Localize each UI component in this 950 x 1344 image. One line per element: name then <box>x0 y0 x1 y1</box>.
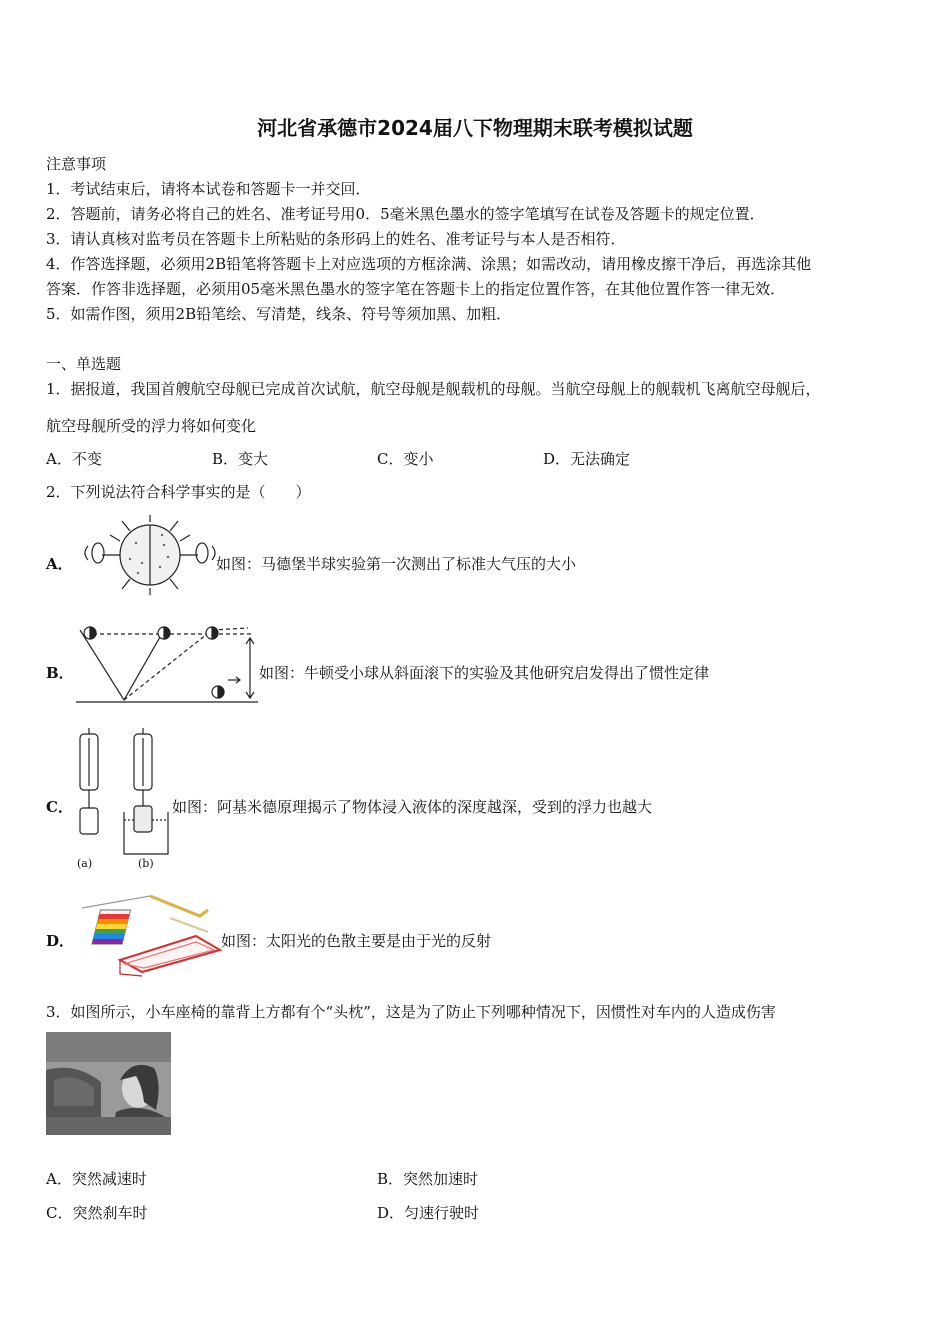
q1-option-c: C．变小 <box>377 450 434 468</box>
q3-stem: 3．如图所示，小车座椅的靠背上方都有个“头枕”，这是为了防止下列哪种情况下，因惯性对车内的人造成伤害 <box>46 1003 776 1021</box>
page-title: 河北省承德市2024届八下物理期末联考模拟试题 <box>257 116 693 140</box>
q1-option-a: A．不变 <box>46 450 102 468</box>
q2-option-d-text: 如图：太阳光的色散主要是由于光的反射 <box>221 932 492 950</box>
q1-stem-line2: 航空母舰所受的浮力将如何变化 <box>46 417 257 435</box>
q2-option-b-letter: B． <box>46 664 74 682</box>
notice-item-1: 1．考试结束后，请将本试卷和答题卡一并交回． <box>46 180 371 198</box>
q2-option-a-letter: A． <box>46 555 73 573</box>
q2-stem: 2．下列说法符合科学事实的是（ ） <box>46 483 311 501</box>
q2-option-b-text: 如图：牛顿受小球从斜面滚下的实验及其他研究启发得出了惯性定律 <box>259 664 710 682</box>
q1-option-b: B．变大 <box>212 450 269 468</box>
car-headrest-photo <box>46 1032 171 1135</box>
q2-fig-c-label-a: (a) <box>77 857 93 870</box>
q1-stem-line1: 1．据报道，我国首艘航空母舰已完成首次试航，航空母舰是舰载机的母舰。当航空母舰上的舰载机飞离航空母舰后， <box>46 380 821 398</box>
notice-item-3: 3．请认真核对监考员在答题卡上所粘贴的条形码上的姓名、准考证号与本人是否相符． <box>46 230 626 248</box>
notice-item-2: 2．答题前，请务必将自己的姓名、准考证号用0．5毫米黑色墨水的签字笔填写在试卷及答题卡的规定位置． <box>46 205 765 223</box>
notice-heading: 注意事项 <box>46 155 107 173</box>
q2-option-a-text: 如图：马德堡半球实验第一次测出了标准大气压的大小 <box>216 555 577 573</box>
section-heading: 一、单选题 <box>46 355 122 373</box>
q2-option-d-letter: D． <box>46 932 75 950</box>
archimedes-spring-scale-figure <box>72 728 172 848</box>
notice-item-5: 5．如需作图，须用2B铅笔绘、写清楚，线条、符号等须加黑、加粗． <box>46 305 512 323</box>
notice-item-4-cont: 答案．作答非选择题，必须用05毫米黑色墨水的签字笔在答题卡上的指定位置作答，在其他位置作答一律无效． <box>46 280 786 298</box>
magdeburg-hemispheres-figure <box>80 513 215 598</box>
q3-option-c: C．突然刹车时 <box>46 1204 148 1222</box>
q3-option-b: B．突然加速时 <box>377 1170 479 1188</box>
q2-fig-c-label-b: (b) <box>138 857 154 870</box>
notice-item-4: 4．作答选择题，必须用2B铅笔将答题卡上对应选项的方框涂满、涂黑；如需改动，请用橡皮擦干净后，再选涂其他 <box>46 255 812 273</box>
q1-option-d: D．无法确定 <box>543 450 631 468</box>
q3-option-d: D．匀速行驶时 <box>377 1204 480 1222</box>
q2-option-c-letter: C． <box>46 798 73 816</box>
light-dispersion-figure <box>80 888 222 976</box>
q3-option-a: A．突然减速时 <box>46 1170 147 1188</box>
q2-option-c-text: 如图：阿基米德原理揭示了物体浸入液体的深度越深，受到的浮力也越大 <box>172 798 653 816</box>
newton-incline-figure <box>72 620 258 705</box>
